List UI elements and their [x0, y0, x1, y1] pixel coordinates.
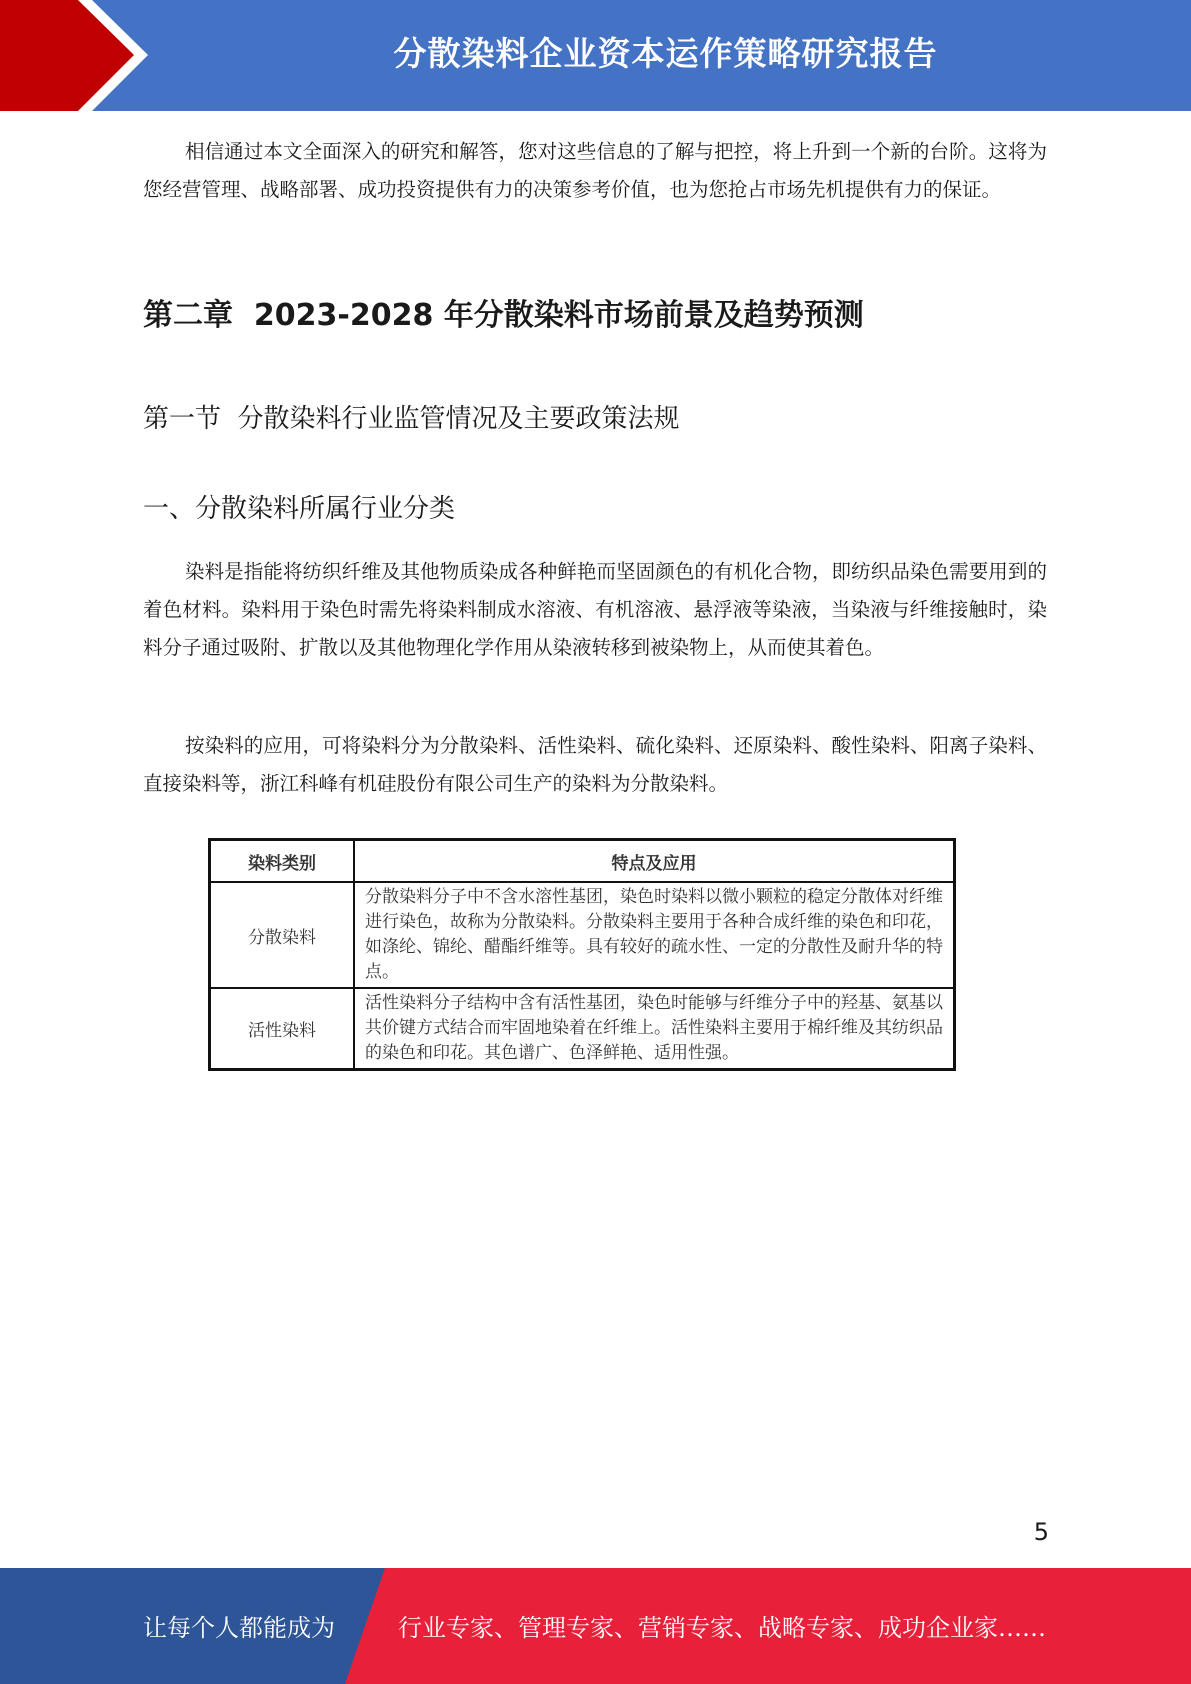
footer-slogan-left: 让每个人都能成为 — [143, 1614, 335, 1642]
table-row — [210, 882, 955, 988]
page-number: 5 — [1033, 1518, 1049, 1546]
report-title: 分散染料企业资本运作策略研究报告 — [393, 34, 938, 73]
table-header-features: 特点及应用 — [354, 840, 955, 883]
table-cell-category: 分散染料 — [210, 882, 355, 988]
page-header — [0, 0, 1191, 111]
page-footer — [0, 1568, 1191, 1684]
table-cell-description: 活性染料分子结构中含有活性基团，染色时能够与纤维分子中的羟基、氨基以共价键方式结合而牢固地染着在纤维上。活性染料主要用于棉纤维及其纺织品的染色和印花。其色谱广、色泽鲜艳、适用性强。 — [354, 988, 955, 1070]
chapter-title: 第二章 2023-2028 年分散染料市场前景及趋势预测 — [143, 298, 864, 333]
table-cell-category: 活性染料 — [210, 988, 355, 1070]
subsection-title: 一、分散染料所属行业分类 — [143, 494, 456, 524]
section-title: 第一节 分散染料行业监管情况及主要政策法规 — [143, 404, 680, 434]
intro-paragraph: 相信通过本文全面深入的研究和解答，您对这些信息的了解与把控，将上升到一个新的台阶。这将为您经营管理、战略部署、成功投资提供有力的决策参考价值，也为您抢占市场先机提供有力的保证。 — [143, 140, 1047, 201]
paragraph-dye-definition: 染料是指能将纺织纤维及其他物质染成各种鲜艳而坚固颜色的有机化合物，即纺织品染色需要用到的着色材料。染料用于染色时需先将染料制成水溶液、有机溶液、悬浮液等染液，当染液与纤维接触时，染料分子通过吸附、扩散以及其他物理化学作用从染液转移到被染物上，从而使其着色。 — [143, 560, 1047, 659]
table-row — [210, 988, 955, 1070]
dye-category-table — [208, 838, 956, 1071]
table-header-category: 染料类别 — [210, 840, 355, 883]
footer-slogan-right: 行业专家、管理专家、营销专家、战略专家、成功企业家…… — [398, 1614, 1046, 1642]
table-header-row — [210, 840, 955, 883]
table-cell-description: 分散染料分子中不含水溶性基团，染色时染料以微小颗粒的稳定分散体对纤维进行染色，故称为分散染料。分散染料主要用于各种合成纤维的染色和印花，如涤纶、锦纶、醋酯纤维等。具有较好的疏水性、一定的分散性及耐升华的特点。 — [354, 882, 955, 988]
paragraph-dye-classification: 按染料的应用，可将染料分为分散染料、活性染料、硫化染料、还原染料、酸性染料、阳离子染料、直接染料等，浙江科峰有机硅股份有限公司生产的染料为分散染料。 — [143, 734, 1047, 795]
